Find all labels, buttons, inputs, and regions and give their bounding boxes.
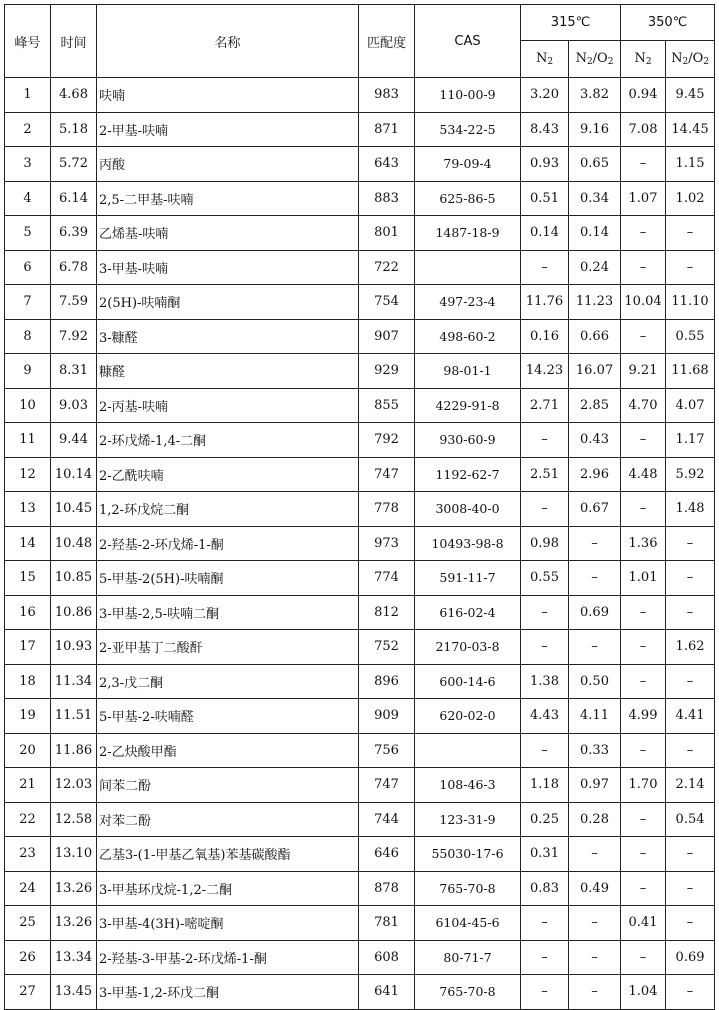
table-row bbox=[5, 354, 715, 389]
table-row bbox=[5, 595, 715, 630]
header-time: 时间 bbox=[51, 5, 97, 78]
cell-n2o2-350: 4.07 bbox=[666, 388, 715, 423]
cell-time: 9.03 bbox=[51, 388, 97, 423]
cell-n2-350: 4.99 bbox=[621, 699, 666, 734]
cell-n2-315: 0.31 bbox=[521, 837, 569, 872]
cell-name: 3-甲基-1,2-环戊二酮 bbox=[97, 975, 359, 1010]
cell-cas: 591-11-7 bbox=[415, 561, 521, 596]
cell-n2-315: – bbox=[521, 940, 569, 975]
cell-n2o2-315: 0.43 bbox=[569, 423, 621, 458]
cell-n2o2-350: 1.17 bbox=[666, 423, 715, 458]
cell-time: 10.86 bbox=[51, 595, 97, 630]
cell-n2o2-350: 11.68 bbox=[666, 354, 715, 389]
cell-n2o2-315: 11.23 bbox=[569, 285, 621, 320]
cell-name: 3-甲基-4(3H)-嘧啶酮 bbox=[97, 906, 359, 941]
cell-n2-315: 0.98 bbox=[521, 526, 569, 561]
cell-match: 752 bbox=[359, 630, 415, 665]
cell-match: 722 bbox=[359, 250, 415, 285]
table-row bbox=[5, 147, 715, 182]
cell-peak: 26 bbox=[5, 940, 51, 975]
cell-peak: 13 bbox=[5, 492, 51, 527]
cell-time: 11.86 bbox=[51, 733, 97, 768]
cell-cas: 930-60-9 bbox=[415, 423, 521, 458]
cell-time: 12.58 bbox=[51, 802, 97, 837]
cell-n2o2-315: 0.34 bbox=[569, 181, 621, 216]
cell-cas: 79-09-4 bbox=[415, 147, 521, 182]
cell-n2-350: – bbox=[621, 664, 666, 699]
cell-cas: 10493-98-8 bbox=[415, 526, 521, 561]
cell-n2o2-350: 9.45 bbox=[666, 78, 715, 113]
cell-cas bbox=[415, 733, 521, 768]
cell-n2-315: 1.18 bbox=[521, 768, 569, 803]
cell-match: 756 bbox=[359, 733, 415, 768]
cell-n2-315: 4.43 bbox=[521, 699, 569, 734]
table-row bbox=[5, 699, 715, 734]
cell-match: 871 bbox=[359, 112, 415, 147]
table-row bbox=[5, 906, 715, 941]
cell-time: 12.03 bbox=[51, 768, 97, 803]
cell-name: 2(5H)-呋喃酮 bbox=[97, 285, 359, 320]
table-row bbox=[5, 837, 715, 872]
table-row bbox=[5, 871, 715, 906]
table-row bbox=[5, 561, 715, 596]
cell-time: 7.92 bbox=[51, 319, 97, 354]
cell-match: 878 bbox=[359, 871, 415, 906]
table-row bbox=[5, 733, 715, 768]
table-row bbox=[5, 492, 715, 527]
cell-cas bbox=[415, 250, 521, 285]
cell-cas: 625-86-5 bbox=[415, 181, 521, 216]
cell-cas: 1487-18-9 bbox=[415, 216, 521, 251]
header-gas-n2o2-350: $N_2/O_2$ bbox=[666, 41, 715, 78]
cell-name: 5-甲基-2-呋喃醛 bbox=[97, 699, 359, 734]
header-name: 名称 bbox=[97, 5, 359, 78]
cell-name: 2-甲基-呋喃 bbox=[97, 112, 359, 147]
cell-time: 13.26 bbox=[51, 906, 97, 941]
cell-n2o2-315: – bbox=[569, 561, 621, 596]
cell-match: 896 bbox=[359, 664, 415, 699]
cell-time: 11.51 bbox=[51, 699, 97, 734]
cell-n2-315: 8.43 bbox=[521, 112, 569, 147]
cell-match: 747 bbox=[359, 768, 415, 803]
cell-n2o2-350: – bbox=[666, 837, 715, 872]
cell-match: 641 bbox=[359, 975, 415, 1010]
cell-peak: 15 bbox=[5, 561, 51, 596]
table-row bbox=[5, 975, 715, 1010]
cell-n2o2-350: 4.41 bbox=[666, 699, 715, 734]
cell-time: 13.10 bbox=[51, 837, 97, 872]
cell-n2-350: – bbox=[621, 802, 666, 837]
table-row bbox=[5, 112, 715, 147]
cell-cas: 534-22-5 bbox=[415, 112, 521, 147]
header-peak: 峰号 bbox=[5, 5, 51, 78]
cell-match: 792 bbox=[359, 423, 415, 458]
cell-cas: 55030-17-6 bbox=[415, 837, 521, 872]
table-row bbox=[5, 940, 715, 975]
cell-cas: 620-02-0 bbox=[415, 699, 521, 734]
cell-n2o2-350: – bbox=[666, 595, 715, 630]
cell-match: 883 bbox=[359, 181, 415, 216]
cell-peak: 21 bbox=[5, 768, 51, 803]
table-row bbox=[5, 802, 715, 837]
cell-time: 5.72 bbox=[51, 147, 97, 182]
cell-match: 744 bbox=[359, 802, 415, 837]
cell-cas: 80-71-7 bbox=[415, 940, 521, 975]
cell-peak: 4 bbox=[5, 181, 51, 216]
cell-name: 2-环戊烯-1,4-二酮 bbox=[97, 423, 359, 458]
cell-match: 973 bbox=[359, 526, 415, 561]
cell-name: 对苯二酚 bbox=[97, 802, 359, 837]
cell-peak: 27 bbox=[5, 975, 51, 1010]
cell-peak: 22 bbox=[5, 802, 51, 837]
cell-name: 2,3-戊二酮 bbox=[97, 664, 359, 699]
cell-time: 11.34 bbox=[51, 664, 97, 699]
cell-n2-315: 1.38 bbox=[521, 664, 569, 699]
cell-n2-350: – bbox=[621, 423, 666, 458]
cell-n2-350: – bbox=[621, 630, 666, 665]
cell-match: 801 bbox=[359, 216, 415, 251]
cell-match: 747 bbox=[359, 457, 415, 492]
cell-peak: 18 bbox=[5, 664, 51, 699]
cell-time: 8.31 bbox=[51, 354, 97, 389]
header-temp-315: 315℃ bbox=[521, 5, 621, 41]
cell-n2-350: 1.01 bbox=[621, 561, 666, 596]
cell-n2-315: 0.14 bbox=[521, 216, 569, 251]
header-match: 匹配度 bbox=[359, 5, 415, 78]
cell-n2-315: 14.23 bbox=[521, 354, 569, 389]
cell-name: 3-甲基-呋喃 bbox=[97, 250, 359, 285]
cell-n2-350: 1.36 bbox=[621, 526, 666, 561]
cell-n2o2-315: 0.50 bbox=[569, 664, 621, 699]
cell-peak: 7 bbox=[5, 285, 51, 320]
cell-cas: 497-23-4 bbox=[415, 285, 521, 320]
cell-n2-350: 10.04 bbox=[621, 285, 666, 320]
cell-cas: 108-46-3 bbox=[415, 768, 521, 803]
cell-n2o2-350: 1.15 bbox=[666, 147, 715, 182]
cell-name: 3-甲基-2,5-呋喃二酮 bbox=[97, 595, 359, 630]
cell-time: 13.26 bbox=[51, 871, 97, 906]
cell-n2o2-315: 0.24 bbox=[569, 250, 621, 285]
cell-n2-315: 11.76 bbox=[521, 285, 569, 320]
cell-name: 2-羟基-2-环戊烯-1-酮 bbox=[97, 526, 359, 561]
table-row bbox=[5, 319, 715, 354]
cell-name: 2-亚甲基丁二酸酐 bbox=[97, 630, 359, 665]
cell-match: 855 bbox=[359, 388, 415, 423]
cell-n2-350: – bbox=[621, 250, 666, 285]
cell-n2-315: – bbox=[521, 906, 569, 941]
cell-n2o2-315: – bbox=[569, 630, 621, 665]
cell-match: 812 bbox=[359, 595, 415, 630]
cell-name: 3-甲基环戊烷-1,2-二酮 bbox=[97, 871, 359, 906]
cell-name: 1,2-环戊烷二酮 bbox=[97, 492, 359, 527]
cell-name: 乙基3-(1-甲基乙氧基)苯基碳酸酯 bbox=[97, 837, 359, 872]
cell-n2o2-315: 0.97 bbox=[569, 768, 621, 803]
cell-n2o2-350: – bbox=[666, 664, 715, 699]
cell-peak: 11 bbox=[5, 423, 51, 458]
cell-n2o2-350: – bbox=[666, 871, 715, 906]
cell-n2o2-350: 1.62 bbox=[666, 630, 715, 665]
cell-name: 间苯二酚 bbox=[97, 768, 359, 803]
cell-peak: 10 bbox=[5, 388, 51, 423]
cell-n2-350: 1.04 bbox=[621, 975, 666, 1010]
cell-peak: 25 bbox=[5, 906, 51, 941]
cell-name: 2-羟基-3-甲基-2-环戊烯-1-酮 bbox=[97, 940, 359, 975]
cell-n2-350: 9.21 bbox=[621, 354, 666, 389]
cell-peak: 14 bbox=[5, 526, 51, 561]
cell-name: 丙酸 bbox=[97, 147, 359, 182]
cell-match: 774 bbox=[359, 561, 415, 596]
cell-match: 929 bbox=[359, 354, 415, 389]
table-row bbox=[5, 768, 715, 803]
cell-n2o2-350: – bbox=[666, 561, 715, 596]
cell-time: 9.44 bbox=[51, 423, 97, 458]
header-cas: CAS bbox=[415, 5, 521, 78]
cell-n2-315: 2.71 bbox=[521, 388, 569, 423]
cell-n2o2-315: 2.85 bbox=[569, 388, 621, 423]
cell-n2o2-350: – bbox=[666, 526, 715, 561]
cell-n2-315: 0.16 bbox=[521, 319, 569, 354]
cell-peak: 9 bbox=[5, 354, 51, 389]
cell-match: 781 bbox=[359, 906, 415, 941]
cell-peak: 3 bbox=[5, 147, 51, 182]
cell-n2-315: – bbox=[521, 492, 569, 527]
cell-n2-315: – bbox=[521, 250, 569, 285]
cell-n2-315: 0.55 bbox=[521, 561, 569, 596]
cell-n2-350: 7.08 bbox=[621, 112, 666, 147]
table-row bbox=[5, 216, 715, 251]
cell-n2-350: 0.94 bbox=[621, 78, 666, 113]
cell-peak: 2 bbox=[5, 112, 51, 147]
cell-name: 乙烯基-呋喃 bbox=[97, 216, 359, 251]
table-row bbox=[5, 388, 715, 423]
header-gas-n2o2-315: $N_2/O_2$ bbox=[569, 41, 621, 78]
cell-n2-350: – bbox=[621, 733, 666, 768]
cell-n2o2-350: 0.54 bbox=[666, 802, 715, 837]
cell-n2o2-315: – bbox=[569, 975, 621, 1010]
cell-name: 5-甲基-2(5H)-呋喃酮 bbox=[97, 561, 359, 596]
cell-cas: 3008-40-0 bbox=[415, 492, 521, 527]
cell-n2-350: – bbox=[621, 147, 666, 182]
cell-n2o2-315: 0.28 bbox=[569, 802, 621, 837]
cell-time: 4.68 bbox=[51, 78, 97, 113]
cell-cas: 6104-45-6 bbox=[415, 906, 521, 941]
cell-time: 10.85 bbox=[51, 561, 97, 596]
cell-name: 2-丙基-呋喃 bbox=[97, 388, 359, 423]
cell-n2o2-315: – bbox=[569, 837, 621, 872]
cell-peak: 17 bbox=[5, 630, 51, 665]
cell-n2-315: 0.51 bbox=[521, 181, 569, 216]
cell-n2o2-315: – bbox=[569, 940, 621, 975]
cell-n2-315: 0.83 bbox=[521, 871, 569, 906]
cell-time: 6.39 bbox=[51, 216, 97, 251]
cell-match: 983 bbox=[359, 78, 415, 113]
table-row bbox=[5, 250, 715, 285]
cell-n2-350: – bbox=[621, 837, 666, 872]
cell-peak: 12 bbox=[5, 457, 51, 492]
cell-n2-315: – bbox=[521, 423, 569, 458]
cell-time: 10.93 bbox=[51, 630, 97, 665]
cell-match: 646 bbox=[359, 837, 415, 872]
cell-time: 6.14 bbox=[51, 181, 97, 216]
cell-peak: 6 bbox=[5, 250, 51, 285]
cell-peak: 19 bbox=[5, 699, 51, 734]
header-gas-n2-315: $N_2$ bbox=[521, 41, 569, 78]
table-row bbox=[5, 423, 715, 458]
cell-n2-315: – bbox=[521, 595, 569, 630]
cell-n2o2-315: 0.65 bbox=[569, 147, 621, 182]
compound-table bbox=[4, 4, 715, 1010]
cell-peak: 24 bbox=[5, 871, 51, 906]
table-row bbox=[5, 181, 715, 216]
cell-n2-315: – bbox=[521, 733, 569, 768]
cell-n2o2-315: 0.33 bbox=[569, 733, 621, 768]
cell-n2o2-315: 0.49 bbox=[569, 871, 621, 906]
cell-cas: 600-14-6 bbox=[415, 664, 521, 699]
cell-peak: 1 bbox=[5, 78, 51, 113]
cell-name: 2-乙酰呋喃 bbox=[97, 457, 359, 492]
cell-n2o2-350: – bbox=[666, 250, 715, 285]
results-table-container bbox=[4, 4, 714, 1010]
cell-n2o2-350: 5.92 bbox=[666, 457, 715, 492]
cell-n2o2-315: 9.16 bbox=[569, 112, 621, 147]
cell-n2-350: – bbox=[621, 871, 666, 906]
table-row bbox=[5, 630, 715, 665]
cell-cas: 765-70-8 bbox=[415, 975, 521, 1010]
cell-n2o2-315: 0.67 bbox=[569, 492, 621, 527]
cell-match: 754 bbox=[359, 285, 415, 320]
cell-cas: 1192-62-7 bbox=[415, 457, 521, 492]
header-gas-n2-350: $N_2$ bbox=[621, 41, 666, 78]
cell-n2o2-350: – bbox=[666, 906, 715, 941]
cell-n2o2-350: – bbox=[666, 216, 715, 251]
cell-cas: 616-02-4 bbox=[415, 595, 521, 630]
cell-n2-350: 0.41 bbox=[621, 906, 666, 941]
cell-n2-350: – bbox=[621, 319, 666, 354]
table-row bbox=[5, 457, 715, 492]
cell-cas: 4229-91-8 bbox=[415, 388, 521, 423]
cell-time: 10.45 bbox=[51, 492, 97, 527]
cell-n2o2-315: 0.14 bbox=[569, 216, 621, 251]
cell-match: 907 bbox=[359, 319, 415, 354]
cell-name: 3-糠醛 bbox=[97, 319, 359, 354]
cell-n2-350: – bbox=[621, 492, 666, 527]
cell-n2o2-315: 4.11 bbox=[569, 699, 621, 734]
cell-n2-315: 0.25 bbox=[521, 802, 569, 837]
cell-n2o2-315: 0.69 bbox=[569, 595, 621, 630]
cell-time: 6.78 bbox=[51, 250, 97, 285]
header-temp-350: 350℃ bbox=[621, 5, 715, 41]
cell-name: 2-乙炔酸甲酯 bbox=[97, 733, 359, 768]
cell-cas: 765-70-8 bbox=[415, 871, 521, 906]
cell-n2-315: 3.20 bbox=[521, 78, 569, 113]
cell-n2-350: – bbox=[621, 940, 666, 975]
cell-n2-350: 1.70 bbox=[621, 768, 666, 803]
cell-n2o2-350: 2.14 bbox=[666, 768, 715, 803]
cell-n2o2-350: 1.02 bbox=[666, 181, 715, 216]
cell-match: 643 bbox=[359, 147, 415, 182]
cell-match: 778 bbox=[359, 492, 415, 527]
table-row bbox=[5, 526, 715, 561]
cell-peak: 5 bbox=[5, 216, 51, 251]
table-row bbox=[5, 664, 715, 699]
cell-n2o2-350: 0.69 bbox=[666, 940, 715, 975]
cell-n2o2-315: – bbox=[569, 526, 621, 561]
cell-n2o2-315: 16.07 bbox=[569, 354, 621, 389]
cell-peak: 8 bbox=[5, 319, 51, 354]
cell-match: 608 bbox=[359, 940, 415, 975]
cell-n2o2-315: 0.66 bbox=[569, 319, 621, 354]
cell-cas: 110-00-9 bbox=[415, 78, 521, 113]
cell-n2o2-350: 1.48 bbox=[666, 492, 715, 527]
cell-n2-315: 2.51 bbox=[521, 457, 569, 492]
cell-time: 10.14 bbox=[51, 457, 97, 492]
cell-name: 2,5-二甲基-呋喃 bbox=[97, 181, 359, 216]
cell-n2o2-315: – bbox=[569, 906, 621, 941]
cell-n2o2-350: – bbox=[666, 975, 715, 1010]
table-row bbox=[5, 285, 715, 320]
cell-n2-315: – bbox=[521, 975, 569, 1010]
cell-n2o2-350: 0.55 bbox=[666, 319, 715, 354]
cell-time: 7.59 bbox=[51, 285, 97, 320]
cell-n2-315: 0.93 bbox=[521, 147, 569, 182]
cell-n2o2-315: 3.82 bbox=[569, 78, 621, 113]
cell-cas: 2170-03-8 bbox=[415, 630, 521, 665]
cell-n2-350: 1.07 bbox=[621, 181, 666, 216]
cell-name: 糠醛 bbox=[97, 354, 359, 389]
cell-cas: 98-01-1 bbox=[415, 354, 521, 389]
cell-n2o2-350: – bbox=[666, 733, 715, 768]
cell-time: 5.18 bbox=[51, 112, 97, 147]
cell-peak: 23 bbox=[5, 837, 51, 872]
cell-n2o2-350: 11.10 bbox=[666, 285, 715, 320]
cell-n2-315: – bbox=[521, 630, 569, 665]
cell-match: 909 bbox=[359, 699, 415, 734]
cell-cas: 498-60-2 bbox=[415, 319, 521, 354]
cell-peak: 20 bbox=[5, 733, 51, 768]
cell-cas: 123-31-9 bbox=[415, 802, 521, 837]
cell-n2o2-315: 2.96 bbox=[569, 457, 621, 492]
cell-n2-350: 4.70 bbox=[621, 388, 666, 423]
table-row bbox=[5, 78, 715, 113]
cell-n2-350: – bbox=[621, 595, 666, 630]
cell-time: 13.34 bbox=[51, 940, 97, 975]
table-body bbox=[5, 78, 715, 1010]
cell-n2-350: – bbox=[621, 216, 666, 251]
cell-n2o2-350: 14.45 bbox=[666, 112, 715, 147]
cell-n2-350: 4.48 bbox=[621, 457, 666, 492]
cell-time: 13.45 bbox=[51, 975, 97, 1010]
cell-time: 10.48 bbox=[51, 526, 97, 561]
cell-name: 呋喃 bbox=[97, 78, 359, 113]
cell-peak: 16 bbox=[5, 595, 51, 630]
